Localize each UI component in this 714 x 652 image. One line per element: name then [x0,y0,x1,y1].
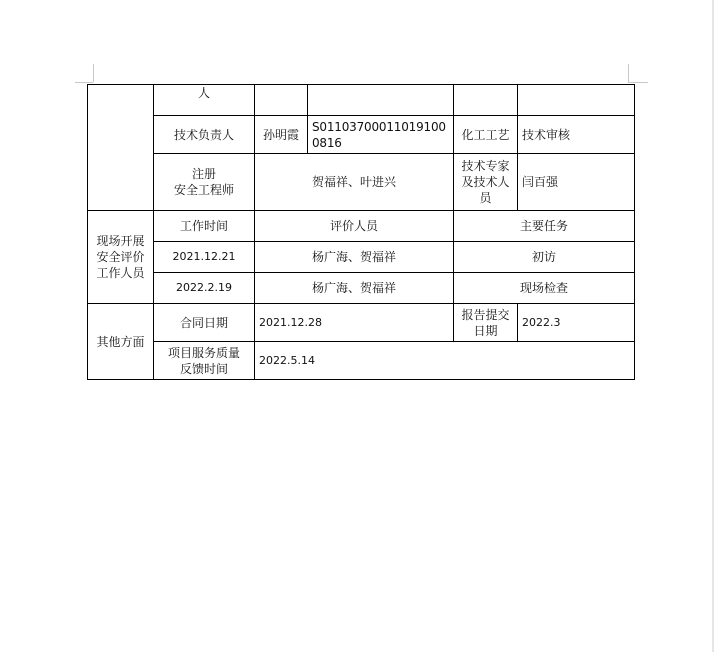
contract-date-value: 2021.12.28 [255,304,454,342]
expert-name: 闫百强 [518,154,635,211]
registered-label [154,154,255,211]
contract-date-label: 合同日期 [154,304,255,342]
table-row [88,304,635,342]
empty-cell [88,85,154,211]
site-row-task: 现场检查 [454,273,635,304]
crop-mark [628,64,629,82]
registered-label-line1: 注册 [191,167,216,181]
table-row [88,242,635,273]
other-section-label: 其他方面 [88,304,154,380]
crop-mark [93,64,94,82]
site-row-time: 2022.2.19 [154,273,255,304]
tech-lead-label: 技术负责人 [154,116,255,154]
site-row-staff: 杨广海、贺福祥 [255,273,454,304]
tech-lead-cert-no: S011037000110191000816 [308,116,454,154]
crop-mark [628,82,648,83]
tech-lead-role: 技术审核 [518,116,635,154]
table-row [88,342,635,380]
registered-label-line2: 安全工程师 [173,183,234,197]
feedback-time-value: 2022.5.14 [255,342,635,380]
header-work-time: 工作时间 [154,211,255,242]
site-row-task: 初访 [454,242,635,273]
site-row-staff: 杨广海、贺福祥 [255,242,454,273]
empty-cell [255,85,308,116]
empty-cell [518,85,635,116]
table-row [88,116,635,154]
table-row [88,85,635,116]
table-row [88,273,635,304]
site-row-time: 2021.12.21 [154,242,255,273]
report-date-value: 2022.3 [518,304,635,342]
site-section-label: 现场开展安全评价工作人员 [88,211,154,304]
tech-lead-name: 孙明霞 [255,116,308,154]
crop-mark [75,82,93,83]
registered-names: 贺福祥、叶进兴 [255,154,454,211]
header-main-task: 主要任务 [454,211,635,242]
table-row [88,211,635,242]
empty-cell [308,85,454,116]
empty-cell [454,85,518,116]
cell-label-tail: 人 [154,85,255,116]
table-row [88,154,635,211]
evaluation-personnel-table [87,84,635,380]
feedback-time-label: 项目服务质量反馈时间 [154,342,255,380]
header-evaluators: 评价人员 [255,211,454,242]
tech-lead-major: 化工工艺 [454,116,518,154]
report-date-label: 报告提交日期 [454,304,518,342]
expert-label: 技术专家及技术人员 [454,154,518,211]
